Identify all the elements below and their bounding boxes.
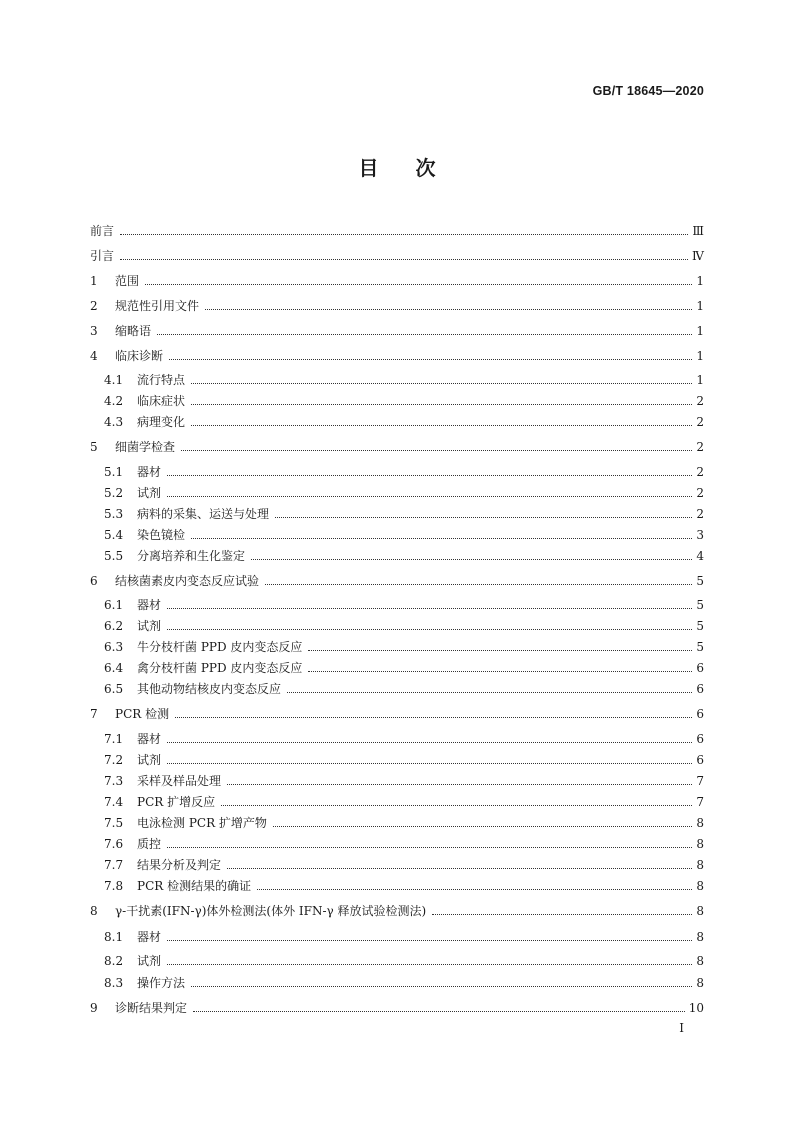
toc-entry[interactable] (104, 636, 704, 654)
toc-entry-title: 试剂 (137, 619, 162, 633)
toc-entry-title: PCR 检测结果的确证 (137, 879, 252, 893)
toc-entry-title: PCR 扩增反应 (137, 795, 216, 809)
toc-entry-number: 6 (90, 574, 98, 588)
toc-entry[interactable] (104, 728, 704, 746)
toc-entry-page: 8 (696, 976, 704, 990)
toc-entry[interactable] (90, 345, 704, 363)
toc-entry-page: 8 (696, 879, 704, 893)
toc-entry-page: 1 (696, 324, 704, 338)
toc-entry[interactable] (90, 295, 704, 313)
dot-leader (191, 404, 692, 405)
toc-entry-page: 6 (696, 753, 704, 767)
toc-entry-number: 7.2 (104, 753, 124, 767)
dot-leader (191, 383, 692, 384)
page-title: 目 次 (358, 156, 436, 180)
toc-entry[interactable] (104, 411, 704, 429)
toc-entry-title: 器材 (137, 732, 162, 746)
toc-entry-title: 规范性引用文件 (115, 299, 200, 313)
dot-leader (191, 986, 692, 987)
dot-leader (205, 309, 692, 310)
dot-leader (145, 284, 692, 285)
toc-entry-title: 结核菌素皮内变态反应试验 (115, 574, 260, 588)
standard-code: GB/T 18645—2020 (592, 84, 704, 98)
toc-entry-title: 细菌学检查 (115, 440, 176, 454)
toc-entry-title: 质控 (137, 837, 162, 851)
toc-entry-number: 1 (90, 274, 98, 288)
toc-entry-number: 7.4 (104, 795, 124, 809)
toc-entry-page: 4 (696, 549, 704, 563)
toc-entry-number: 4.3 (104, 415, 124, 429)
dot-leader (167, 475, 692, 476)
toc-entry[interactable] (104, 545, 704, 563)
toc-entry-number: 7.3 (104, 774, 124, 788)
toc-entry-page: Ⅳ (692, 249, 704, 263)
toc-entry-number: 7.6 (104, 837, 124, 851)
toc-entry-title: 结果分析及判定 (137, 858, 222, 872)
toc-entry-number: 9 (90, 1001, 98, 1015)
toc-entry-number: 8.2 (104, 954, 124, 968)
dot-leader (120, 234, 688, 235)
toc-entry-title: 试剂 (137, 753, 162, 767)
toc-entry-title: 范围 (115, 274, 140, 288)
toc-entry-page: 1 (696, 299, 704, 313)
toc-entry-page: 1 (696, 373, 704, 387)
toc-entry-title: 器材 (137, 598, 162, 612)
toc-entry-number: 5.2 (104, 486, 124, 500)
toc-entry-page: 6 (696, 707, 704, 721)
toc-entry-page: 2 (696, 465, 704, 479)
toc-entry-title: 牛分枝杆菌 PPD 皮内变态反应 (137, 640, 303, 654)
toc-entry-page: 8 (696, 858, 704, 872)
toc-entry-title: 流行特点 (137, 373, 186, 387)
toc-entry-page: 8 (696, 930, 704, 944)
toc-entry-title: 缩略语 (115, 324, 152, 338)
toc-entry-page: 2 (696, 394, 704, 408)
dot-leader (227, 784, 692, 785)
toc-entry-title: 引言 (90, 249, 115, 263)
toc-entry[interactable] (104, 770, 704, 788)
dot-leader (251, 559, 692, 560)
toc-entry-title: 试剂 (137, 954, 162, 968)
toc-entry-title: 其他动物结核皮内变态反应 (137, 682, 282, 696)
toc-entry-number: 6.1 (104, 598, 124, 612)
toc-entry-title: 试剂 (137, 486, 162, 500)
toc-entry-page: 8 (696, 837, 704, 851)
toc-entry-page: 2 (696, 440, 704, 454)
toc-entry-title: 临床诊断 (115, 349, 164, 363)
toc-entry-page: 1 (696, 274, 704, 288)
toc-entry[interactable] (104, 833, 704, 851)
toc-entry-number: 5.1 (104, 465, 124, 479)
toc-entry[interactable] (104, 461, 704, 479)
dot-leader (120, 259, 688, 260)
toc-entry-title: 诊断结果判定 (115, 1001, 188, 1015)
toc-entry[interactable] (104, 749, 704, 767)
toc-entry-number: 2 (90, 299, 98, 313)
dot-leader (167, 964, 692, 965)
dot-leader (191, 425, 692, 426)
dot-leader (167, 847, 692, 848)
toc-entry-page: 7 (696, 795, 704, 809)
toc-entry-number: 7 (90, 707, 98, 721)
toc-entry[interactable] (90, 570, 704, 588)
toc-entry-number: 6.4 (104, 661, 124, 675)
toc-entry-title: 染色镜检 (137, 528, 186, 542)
toc-entry[interactable] (90, 703, 704, 721)
toc-entry[interactable] (104, 791, 704, 809)
dot-leader (432, 914, 692, 915)
toc-entry[interactable] (90, 900, 704, 918)
toc-entry[interactable] (90, 220, 704, 238)
toc-entry[interactable] (90, 245, 704, 263)
toc-entry-number: 7.1 (104, 732, 124, 746)
toc-entry[interactable] (90, 997, 704, 1015)
toc-entry[interactable] (104, 972, 704, 990)
toc-entry-page: 6 (696, 661, 704, 675)
toc-entry-number: 4 (90, 349, 98, 363)
dot-leader (275, 517, 692, 518)
toc-entry-number: 4.1 (104, 373, 124, 387)
toc-entry-number: 7.5 (104, 816, 124, 830)
dot-leader (227, 868, 692, 869)
dot-leader (167, 629, 692, 630)
toc-entry-title: 电泳检测 PCR 扩增产物 (137, 816, 267, 830)
toc-entry-title: 前言 (90, 224, 115, 238)
toc-entry[interactable] (104, 812, 704, 830)
toc-entry[interactable] (104, 854, 704, 872)
toc-entry-page: 8 (696, 816, 704, 830)
toc-entry-title: 器材 (137, 930, 162, 944)
toc-entry-number: 4.2 (104, 394, 124, 408)
toc-entry[interactable] (104, 594, 704, 612)
toc-entry-title: 病理变化 (137, 415, 186, 429)
toc-entry-title: 分离培养和生化鉴定 (137, 549, 246, 563)
toc-entry[interactable] (104, 615, 704, 633)
dot-leader (273, 826, 692, 827)
toc-entry-number: 6.2 (104, 619, 124, 633)
toc-entry-title: 操作方法 (137, 976, 186, 990)
toc-entry-number: 6.5 (104, 682, 124, 696)
toc-entry-page: 7 (696, 774, 704, 788)
toc-entry-number: 7.7 (104, 858, 124, 872)
toc-entry[interactable] (104, 503, 704, 521)
toc-entry-page: 2 (696, 507, 704, 521)
toc-entry-number: 5 (90, 440, 98, 454)
toc-entry[interactable] (104, 369, 704, 387)
dot-leader (221, 805, 692, 806)
toc-entry-page: 2 (696, 486, 704, 500)
dot-leader (193, 1011, 685, 1012)
toc-entry-number: 7.8 (104, 879, 124, 893)
dot-leader (167, 608, 692, 609)
toc-entry-page: Ⅲ (692, 224, 704, 238)
toc-entry-title: 器材 (137, 465, 162, 479)
toc-entry-number: 5.5 (104, 549, 124, 563)
dot-leader (181, 450, 692, 451)
toc-entry-title: 病料的采集、运送与处理 (137, 507, 270, 521)
dot-leader (167, 742, 692, 743)
toc-entry-page: 2 (696, 415, 704, 429)
dot-leader (167, 940, 692, 941)
toc-entry-page: 5 (696, 640, 704, 654)
toc-entry[interactable] (104, 390, 704, 408)
toc-entry[interactable] (104, 950, 704, 968)
toc-entry-title: γ-干扰素(IFN-γ)体外检测法(体外 IFN-γ 释放试验检测法) (115, 904, 427, 918)
toc-entry-number: 6.3 (104, 640, 124, 654)
toc-entry-number: 3 (90, 324, 98, 338)
toc-entry-page: 8 (696, 954, 704, 968)
toc-entry[interactable] (104, 875, 704, 893)
toc-entry[interactable] (104, 524, 704, 542)
toc-entry-number: 8 (90, 904, 98, 918)
toc-entry-number: 8.3 (104, 976, 124, 990)
toc-entry-page: 6 (696, 682, 704, 696)
toc-entry[interactable] (104, 657, 704, 675)
dot-leader (157, 334, 692, 335)
toc-entry-page: 8 (696, 904, 704, 918)
dot-leader (167, 496, 692, 497)
toc-entry[interactable] (90, 436, 704, 454)
toc-entry-page: 1 (696, 349, 704, 363)
toc-entry-title: 禽分枝杆菌 PPD 皮内变态反应 (137, 661, 303, 675)
toc-entry-title: PCR 检测 (115, 707, 170, 721)
dot-leader (257, 889, 692, 890)
dot-leader (169, 359, 692, 360)
toc-entry-page: 3 (696, 528, 704, 542)
dot-leader (265, 584, 692, 585)
toc-entry-number: 5.4 (104, 528, 124, 542)
toc-entry-title: 采样及样品处理 (137, 774, 222, 788)
toc-entry-page: 5 (696, 574, 704, 588)
dot-leader (308, 650, 692, 651)
toc-entry-number: 8.1 (104, 930, 124, 944)
toc-entry-title: 临床症状 (137, 394, 186, 408)
dot-leader (287, 692, 692, 693)
toc-entry[interactable] (104, 678, 704, 696)
page-folio: I (679, 1021, 684, 1035)
toc-entry[interactable] (104, 926, 704, 944)
toc-entry-page: 5 (696, 598, 704, 612)
toc-entry[interactable] (104, 482, 704, 500)
dot-leader (167, 763, 692, 764)
toc-entry-page: 5 (696, 619, 704, 633)
toc-entry[interactable] (90, 270, 704, 288)
dot-leader (191, 538, 692, 539)
toc-entry-number: 5.3 (104, 507, 124, 521)
toc-entry-page: 10 (688, 1001, 704, 1015)
dot-leader (175, 717, 692, 718)
dot-leader (308, 671, 692, 672)
toc-entry[interactable] (90, 320, 704, 338)
toc-entry-page: 6 (696, 732, 704, 746)
